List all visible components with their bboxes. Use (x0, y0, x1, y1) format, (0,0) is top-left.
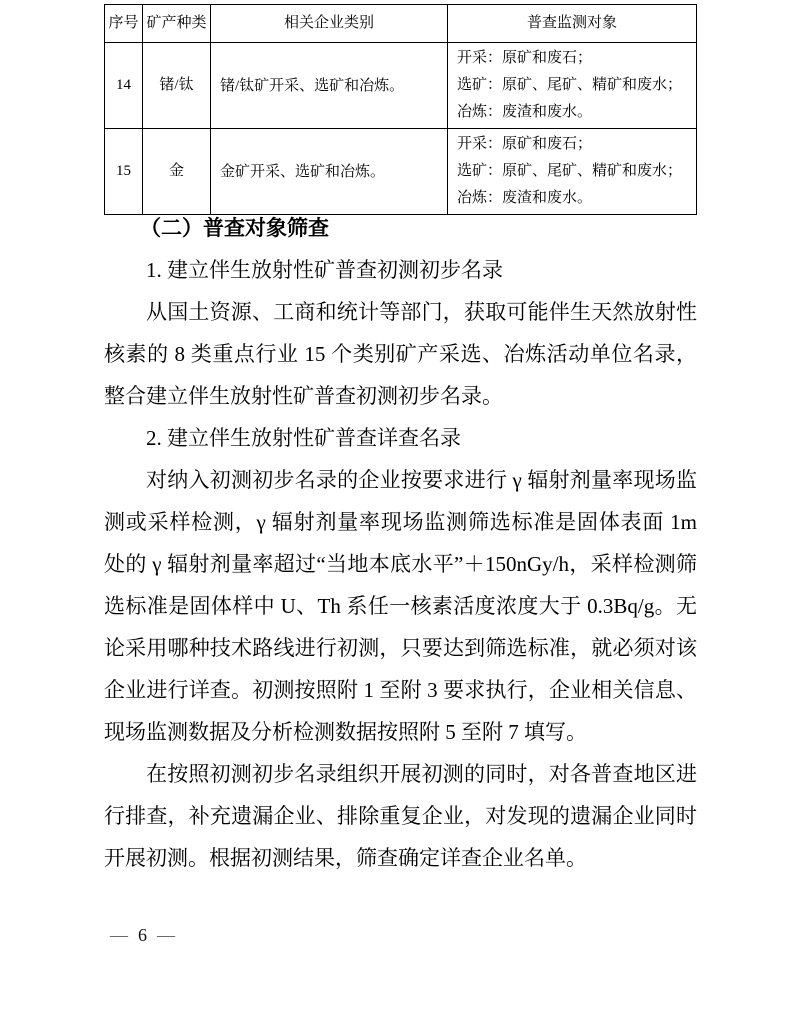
mineral-survey-table (104, 4, 697, 215)
item-1-title: 1. 建立伴生放射性矿普查初测初步名录 (146, 258, 503, 282)
target-line-smelting: 冶炼：废渣和废水。 (457, 190, 593, 206)
paragraph-screening: 在按照初测初步名录组织开展初测的同时，对各普查地区进行排查，补充遗漏企业、排除重复企业，对发现的遗漏企业同时开展初测。根据初测结果，筛查确定详查企业名单。 (104, 762, 697, 870)
footer-dash-left: — (110, 925, 128, 945)
cell-enterprise-category: 金矿开采、选矿和冶炼。 (211, 129, 448, 215)
table-row (105, 129, 697, 215)
cell-survey-targets (448, 129, 697, 215)
target-line-mining: 开采：原矿和废石； (457, 50, 593, 66)
header-mineral-type: 矿产种类 (143, 5, 211, 43)
page-footer (100, 921, 185, 949)
footer-dash-right: — (157, 925, 175, 945)
cell-serial-number: 15 (105, 129, 143, 215)
document-body (104, 207, 697, 879)
target-line-mining: 开采：原矿和废石； (457, 136, 593, 152)
cell-mineral-type: 金 (143, 129, 211, 215)
item-2-title: 2. 建立伴生放射性矿普查详查名录 (146, 426, 461, 450)
page-number: 6 (138, 925, 147, 945)
cell-serial-number: 14 (105, 43, 143, 129)
header-enterprise-category: 相关企业类别 (211, 5, 448, 43)
table-row (105, 43, 697, 129)
table-header-row (105, 5, 697, 43)
cell-survey-targets (448, 43, 697, 129)
section-heading: （二）普查对象筛查 (140, 216, 329, 240)
cell-mineral-type: 锗/钛 (143, 43, 211, 129)
header-serial-number: 序号 (105, 5, 143, 43)
cell-enterprise-category: 锗/钛矿开采、选矿和冶炼。 (211, 43, 448, 129)
header-survey-targets: 普查监测对象 (448, 5, 697, 43)
target-line-smelting: 冶炼：废渣和废水。 (457, 104, 593, 120)
target-line-dressing: 选矿：原矿、尾矿、精矿和废水； (457, 77, 683, 93)
target-line-dressing: 选矿：原矿、尾矿、精矿和废水； (457, 163, 683, 179)
paragraph-initial-list: 从国土资源、工商和统计等部门，获取可能伴生天然放射性核素的 8 类重点行业 15 个类别矿产采选、冶炼活动单位名录，整合建立伴生放射性矿普查初测初步名录。 (104, 300, 697, 408)
paragraph-detailed-list: 对纳入初测初步名录的企业按要求进行 γ 辐射剂量率现场监测或采样检测，γ 辐射剂量率现场监测筛选标准是固体表面 1m 处的 γ 辐射剂量率超过“当地本底水平”＋150nGy/h，采样检测筛选标准是固体样中 U、Th 系任一核素活度浓度大于 0.3Bq/g。无论采用哪种技术路线进行初测，只要达到筛选标准，就必须对该企业进行详查。初测按照附 1 至附 3 要求执行，企业相关信息、现场监测数据及分析检测数据按照附 5 至附 7 填写。 (104, 468, 697, 744)
